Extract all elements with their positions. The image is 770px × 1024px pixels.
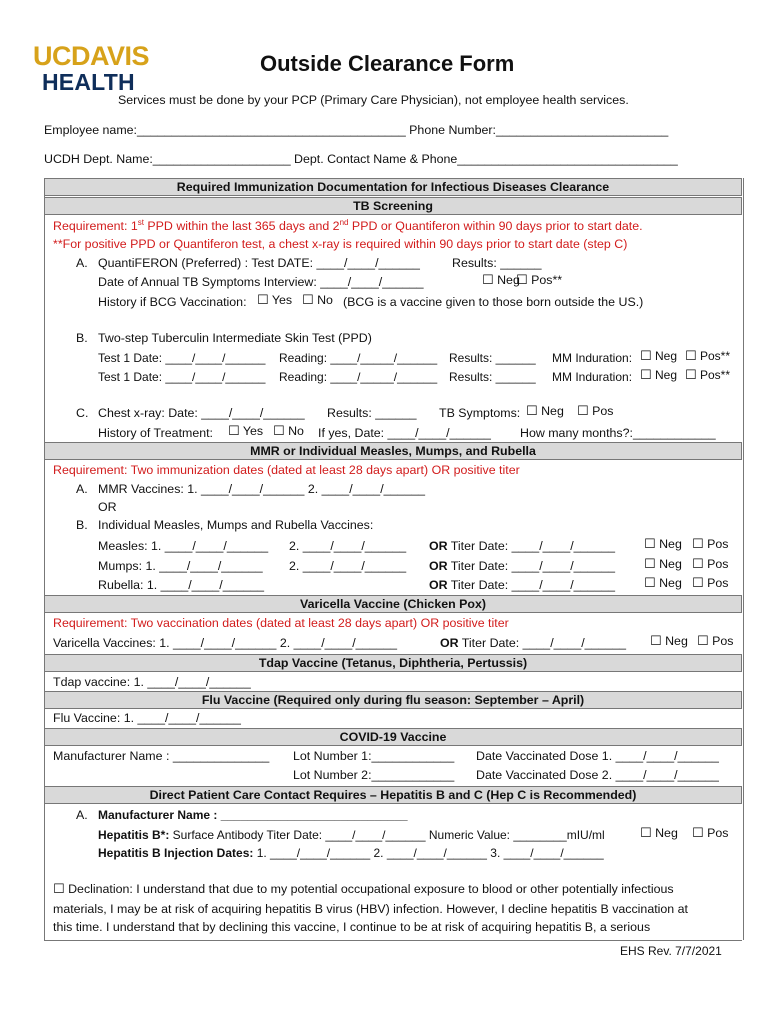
mumps-pos-checkbox[interactable]: ☐ Pos: [692, 557, 728, 572]
ppd-pos-checkbox[interactable]: ☐ Pos**: [685, 349, 730, 364]
rubella-dose1-field[interactable]: Rubella: 1. ____/____/______: [98, 578, 265, 592]
employee-name-field[interactable]: Employee name:_______________________________________ Phone Number:_________________________: [44, 123, 669, 137]
tdap-header: Tdap Vaccine (Tetanus, Diphtheria, Pertussis): [44, 654, 742, 672]
mmr-header: MMR or Individual Measles, Mumps, and Rubella: [44, 442, 742, 460]
tb-requirement-2: **For positive PPD or Quantiferon test, a chest x-ray is required within 90 days prior to start date (step C): [53, 237, 628, 251]
tb-symptoms-pos-checkbox[interactable]: ☐ Pos: [577, 404, 613, 419]
measles-neg-checkbox[interactable]: ☐ Neg: [644, 537, 682, 552]
tdap-field[interactable]: Tdap vaccine: 1. ____/____/______: [53, 675, 251, 689]
hepb-titer-field[interactable]: Hepatitis B*: Surface Antibody Titer Date: ____/____/______ Numeric Value: ________mIU/ml: [98, 828, 605, 842]
dept-field[interactable]: UCDH Dept. Name:____________________ Dept. Contact Name & Phone________________________________: [44, 152, 678, 166]
mumps-titer-field[interactable]: OR Titer Date: ____/____/______: [429, 559, 615, 573]
covid-dose2-field[interactable]: Date Vaccinated Dose 2. ____/____/______: [476, 768, 719, 782]
tb-requirement-1: Requirement: 1st PPD within the last 365 days and 2nd PPD or Quantiferon within 90 days prior to start date.: [53, 218, 643, 234]
chest-xray-date-field[interactable]: Chest x-ray: Date: ____/____/______: [98, 406, 305, 420]
mumps-dose2-field[interactable]: 2. ____/____/______: [289, 559, 407, 573]
mmr-requirement: Requirement: Two immunization dates (dated at least 28 days apart) OR positive titer: [53, 463, 520, 477]
ppd-reading-field[interactable]: Reading: ____/_____/______: [279, 351, 438, 365]
ppd-test1-date-field[interactable]: Test 1 Date: ____/____/______: [98, 351, 266, 365]
individual-vaccines-title: Individual Measles, Mumps and Rubella Vaccines:: [98, 518, 374, 532]
bcg-note: (BCG is a vaccine given to those born outside the US.): [343, 295, 644, 309]
logo-ucdavis: UCDAVIS: [33, 41, 150, 71]
hep-declination-checkbox[interactable]: ☐ Declination: I understand that due to my potential occupational exposure to blood or other potentially infectious: [53, 882, 674, 897]
varicella-pos-checkbox[interactable]: ☐ Pos: [697, 634, 733, 649]
varicella-header: Varicella Vaccine (Chicken Pox): [44, 595, 742, 613]
mmr-or: OR: [98, 500, 117, 514]
covid-lot1-field[interactable]: Lot Number 1:____________: [293, 749, 455, 763]
ppd-results-field[interactable]: Results: ______: [449, 351, 536, 365]
measles-dose1-field[interactable]: Measles: 1. ____/____/______: [98, 539, 269, 553]
tb-interview-date-field[interactable]: Date of Annual TB Symptoms Interview: ____/____/______: [98, 275, 424, 289]
rubella-titer-field[interactable]: OR Titer Date: ____/____/______: [429, 578, 615, 592]
varicella-requirement: Requirement: Two vaccination dates (dated at least 28 days apart) OR positive titer: [53, 616, 509, 630]
measles-titer-field[interactable]: OR Titer Date: ____/____/______: [429, 539, 615, 553]
ppd2-pos-checkbox[interactable]: ☐ Pos**: [685, 368, 730, 383]
bcg-no-checkbox[interactable]: ☐ No: [302, 293, 333, 308]
page-title: Outside Clearance Form: [260, 51, 515, 76]
varicella-vaccines-field[interactable]: Varicella Vaccines: 1. ____/____/______ 2. ____/____/______: [53, 636, 397, 650]
ppd-neg-checkbox[interactable]: ☐ Neg: [640, 349, 677, 364]
rubella-pos-checkbox[interactable]: ☐ Pos: [692, 576, 728, 591]
tb-symptoms-label: TB Symptoms:: [439, 406, 521, 420]
table-bottom-border: [44, 940, 742, 941]
mumps-dose1-field[interactable]: Mumps: 1. ____/____/______: [98, 559, 263, 573]
hepb-pos-checkbox[interactable]: ☐ Pos: [692, 826, 728, 841]
ppd-mm-label: MM Induration:: [552, 351, 633, 365]
tb-b-label: B.: [76, 331, 88, 345]
bcg-history: History if BCG Vaccination:: [98, 295, 247, 309]
chest-xray-results-field[interactable]: Results: ______: [327, 406, 417, 420]
hep-a-label: A.: [76, 808, 88, 822]
covid-manufacturer-field[interactable]: Manufacturer Name : ______________: [53, 749, 270, 763]
quantiferon-results-field[interactable]: Results: ______: [452, 256, 542, 270]
hepb-neg-checkbox[interactable]: ☐ Neg: [640, 826, 678, 841]
quantiferon-date-field[interactable]: QuantiFERON (Preferred) : Test DATE: ____/____/______: [98, 256, 420, 270]
tb-symptoms-neg-checkbox[interactable]: ☐ Neg: [526, 404, 564, 419]
hepb-injection-dates-field[interactable]: Hepatitis B Injection Dates: 1. ____/____/______ 2. ____/____/______ 3. ____/____/______: [98, 846, 604, 860]
covid-lot2-field[interactable]: Lot Number 2:____________: [293, 768, 455, 782]
treatment-months-field[interactable]: How many months?:____________: [520, 426, 716, 440]
mumps-neg-checkbox[interactable]: ☐ Neg: [644, 557, 682, 572]
main-header: Required Immunization Documentation for Infectious Diseases Clearance: [44, 178, 742, 196]
flu-header: Flu Vaccine (Required only during flu season: September – April): [44, 691, 742, 709]
varicella-titer-field[interactable]: OR Titer Date: ____/____/______: [440, 636, 626, 650]
mmr-b-label: B.: [76, 518, 88, 532]
measles-pos-checkbox[interactable]: ☐ Pos: [692, 537, 728, 552]
treatment-date-field[interactable]: If yes, Date: ____/____/______: [318, 426, 491, 440]
varicella-neg-checkbox[interactable]: ☐ Neg: [650, 634, 688, 649]
ppd-reading2-field[interactable]: Reading: ____/_____/______: [279, 370, 438, 384]
ppd-title: Two-step Tuberculin Intermediate Skin Test (PPD): [98, 331, 372, 345]
treatment-no-checkbox[interactable]: ☐ No: [273, 424, 304, 439]
ppd2-neg-checkbox[interactable]: ☐ Neg: [640, 368, 677, 383]
ppd-test1b-date-field[interactable]: Test 1 Date: ____/____/______: [98, 370, 266, 384]
mmr-vaccines-field[interactable]: MMR Vaccines: 1. ____/____/______ 2. ____/____/______: [98, 482, 425, 496]
measles-dose2-field[interactable]: 2. ____/____/______: [289, 539, 407, 553]
subtitle: Services must be done by your PCP (Primary Care Physician), not employee health services.: [118, 93, 629, 107]
covid-header: COVID-19 Vaccine: [44, 728, 742, 746]
hep-manufacturer-field[interactable]: Manufacturer Name : ____________________________: [98, 808, 408, 822]
revision-footer: EHS Rev. 7/7/2021: [620, 944, 722, 958]
tb-a-label: A.: [76, 256, 88, 270]
tb-c-label: C.: [76, 406, 89, 420]
ppd-results2-field[interactable]: Results: ______: [449, 370, 536, 384]
ppd-mm-label-2: MM Induration:: [552, 370, 633, 384]
hep-declination-line2: materials, I may be at risk of acquiring hepatitis B virus (HBV) infection. However, I decline hepatitis B vaccination at: [53, 902, 688, 916]
treatment-history-label: History of Treatment:: [98, 426, 213, 440]
covid-dose1-field[interactable]: Date Vaccinated Dose 1. ____/____/______: [476, 749, 719, 763]
bcg-yes-checkbox[interactable]: ☐ Yes: [257, 293, 292, 308]
tb-interview-pos-checkbox[interactable]: ☐ Pos**: [516, 273, 562, 288]
tb-interview-neg-checkbox[interactable]: ☐ Neg: [482, 273, 520, 288]
tb-header: TB Screening: [44, 197, 742, 215]
hep-header: Direct Patient Care Contact Requires – Hepatitis B and C (Hep C is Recommended): [44, 786, 742, 804]
flu-field[interactable]: Flu Vaccine: 1. ____/____/______: [53, 711, 241, 725]
rubella-neg-checkbox[interactable]: ☐ Neg: [644, 576, 682, 591]
treatment-yes-checkbox[interactable]: ☐ Yes: [228, 424, 263, 439]
logo-health: HEALTH: [42, 69, 135, 95]
mmr-a-label: A.: [76, 482, 88, 496]
hep-declination-line3: this time. I understand that by declining this vaccine, I continue to be at risk of acquiring hepatitis B, a serious: [53, 920, 651, 934]
